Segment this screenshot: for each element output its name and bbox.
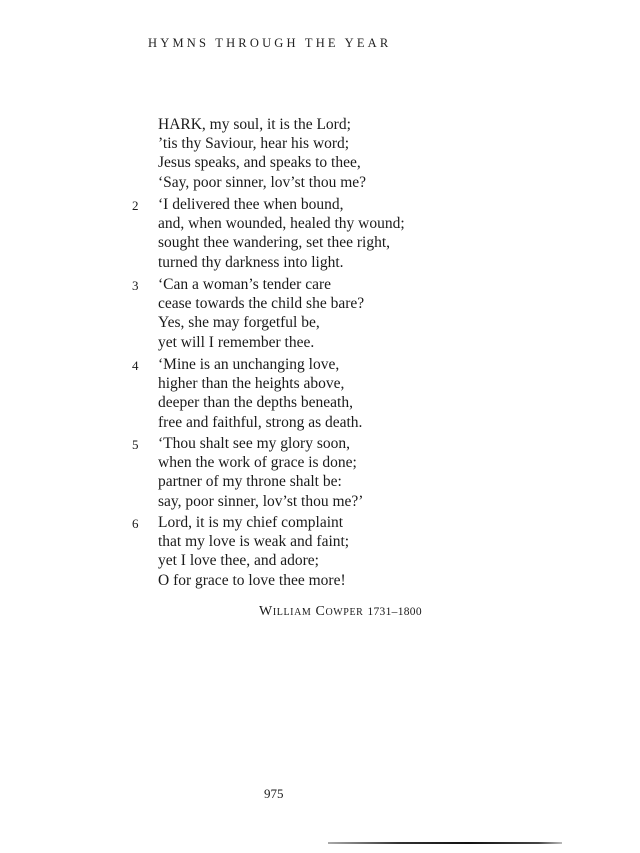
verse-line: Jesus speaks, and speaks to thee, xyxy=(158,154,361,172)
stanza-6 xyxy=(132,513,350,590)
page-number: 975 xyxy=(264,786,284,801)
verse-line: O for grace to love thee more! xyxy=(158,571,346,589)
stanza-number: 6 xyxy=(132,516,139,531)
verse-line: ‘Can a woman’s tender care xyxy=(158,276,332,293)
verse-line: ‘I delivered thee when bound, xyxy=(158,196,344,213)
stanza-5 xyxy=(132,434,364,511)
stanza-number: 2 xyxy=(132,198,139,213)
author-dates: 1731–1800 xyxy=(367,606,422,618)
author-attribution xyxy=(259,603,422,620)
verse-line: deeper than the depths beneath, xyxy=(158,394,353,412)
verse-line: free and faithful, strong as death. xyxy=(158,413,363,431)
verse-line: sought thee wandering, set thee right, xyxy=(158,234,391,252)
verse-line: ’tis thy Saviour, hear his word; xyxy=(158,135,350,153)
verse-line: say, poor sinner, lov’st thou me?’ xyxy=(158,492,364,510)
verse-line: and, when wounded, healed thy wound; xyxy=(158,215,405,233)
verse-line: turned thy darkness into light. xyxy=(158,253,344,271)
verse-line: Lord, it is my chief complaint xyxy=(158,514,344,531)
verse-line: higher than the heights above, xyxy=(158,375,345,393)
verse-line: partner of my throne shalt be: xyxy=(158,473,342,491)
verse-line: when the work of grace is done; xyxy=(158,454,357,472)
stanza-3 xyxy=(132,275,365,352)
verse-line: HARK, my soul, it is the Lord; xyxy=(158,116,351,133)
verse-line: yet I love thee, and adore; xyxy=(158,552,319,570)
verse-line: ‘Mine is an unchanging love, xyxy=(158,356,340,373)
stanza-number: 4 xyxy=(132,358,139,373)
author-name: William Cowper xyxy=(259,604,364,619)
running-head: HYMNS THROUGH THE YEAR xyxy=(148,36,392,50)
verse-line: cease towards the child she bare? xyxy=(158,295,365,313)
verse-line: ‘Thou shalt see my glory soon, xyxy=(158,435,351,452)
verse-line: yet will I remember thee. xyxy=(158,333,315,351)
verse-line: ‘Say, poor sinner, lov’st thou me? xyxy=(158,173,367,191)
stanza-number: 5 xyxy=(132,437,139,452)
bottom-rule xyxy=(328,842,562,844)
stanza-1 xyxy=(158,115,366,192)
stanza-number: 3 xyxy=(132,278,139,293)
verse-line: that my love is weak and faint; xyxy=(158,533,350,551)
verse-line: Yes, she may forgetful be, xyxy=(158,314,320,332)
stanza-2 xyxy=(132,195,405,272)
stanza-4 xyxy=(132,355,363,432)
